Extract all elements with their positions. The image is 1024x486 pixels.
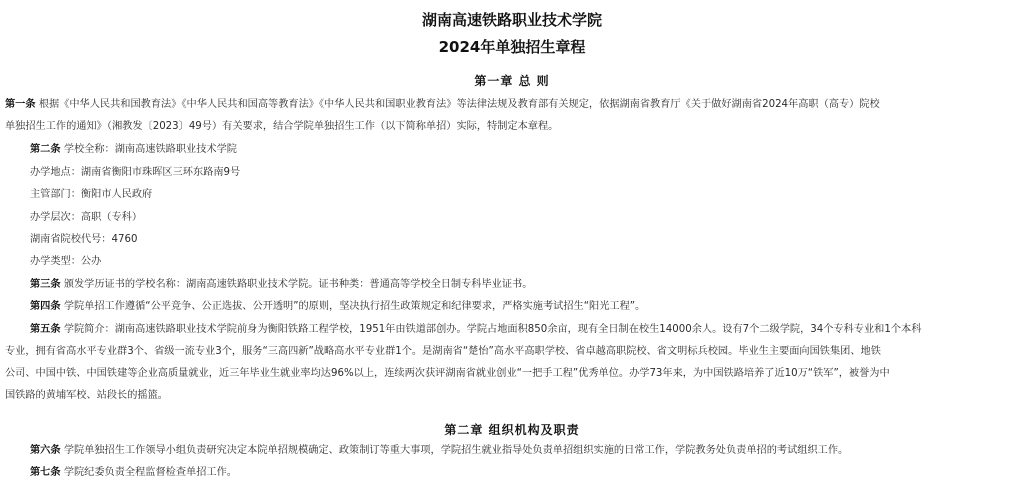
article-5-cont-1: 专业，拥有省高水平专业群3个、省级一流专业3个，服务“三高四新”战略高水平专业群1个。是湖南省“楚怡”高水平高职学校、省卓越高职院校、省文明标兵校园。毕业生主要面向国铁集团、地铁 — [5, 346, 881, 357]
article-1 — [5, 95, 1020, 115]
article-5-cont-2: 公司、中国中铁、中国铁建等企业高质量就业，近三年毕业生就业率均达96%以上，连续两次获评湖南省就业创业“一把手工程”优秀单位。办学73年来，为中国铁路培养了近10万“铁军”，被誉为中 — [5, 368, 890, 379]
article-1-text: 根据《中华人民共和国教育法》《中华人民共和国高等教育法》《中华人民共和国职业教育法》等法律法规及教育部有关规定，依据湖南省教育厅《关于做好湖南省2024年高职（高专）院校 — [38, 99, 880, 110]
article-2-label: 第二条 — [30, 144, 61, 155]
article-5-cont-3: 国铁路的黄埔军校、站段长的摇篮。 — [5, 390, 168, 401]
article-3-label: 第三条 — [30, 279, 61, 290]
article-5-label: 第五条 — [30, 324, 61, 335]
article-7-label: 第七条 — [30, 467, 61, 478]
article-5 — [30, 320, 1020, 340]
school-type: 办学类型：公办 — [30, 256, 102, 267]
article-1-cont: 单独招生工作的通知》（湘教发〔2023〕49号）有关要求，结合学院单独招生工作（以下简称单招）实际，特制定本章程。 — [5, 121, 559, 132]
article-5-text: 学院简介：湖南高速铁路职业技术学院前身为衡阳铁路工程学校，1951年由铁道部创办。学院占地面积850余亩，现有全日制在校生14000余人。设有7个二级学院，34个专科专业和1个本科 — [63, 324, 922, 335]
chapter-1-heading: 第一章 总 则 — [474, 74, 550, 88]
chapter-2-heading: 第二章 组织机构及职责 — [444, 423, 580, 437]
article-6-label: 第六条 — [30, 445, 61, 456]
article-4-text: 学院单招工作遵循“公平竞争、公正选拔、公开透明”的原则，坚决执行招生政策规定和纪律要求，严格实施考试招生“阳光工程”。 — [63, 301, 646, 312]
article-6-text: 学院单独招生工作领导小组负责研究决定本院单招规模确定、政策制订等重大事项，学院招生就业指导处负责单招组织实施的日常工作，学院教务处负责单招的考试组织工作。 — [63, 445, 849, 456]
article-4-label: 第四条 — [30, 301, 61, 312]
document-title: 湖南高速铁路职业技术学院 — [421, 11, 602, 29]
school-level: 办学层次：高职（专科） — [30, 212, 143, 223]
school-address: 办学地点：湖南省衡阳市珠晖区三环东路南9号 — [30, 167, 241, 178]
article-3-text: 颁发学历证书的学校名称：湖南高速铁路职业技术学院。证书种类：普通高等学校全日制专科毕业证书。 — [63, 279, 533, 290]
article-4 — [30, 297, 1020, 317]
article-6 — [30, 441, 1020, 461]
article-1-label: 第一条 — [5, 99, 36, 110]
article-7-text: 学院纪委负责全程监督检查单招工作。 — [63, 467, 237, 478]
school-department: 主管部门：衡阳市人民政府 — [30, 189, 153, 200]
article-3 — [30, 275, 1020, 295]
document-subtitle: 2024年单独招生章程 — [438, 38, 586, 56]
article-2 — [30, 140, 1020, 160]
article-2-text: 学校全称：湖南高速铁路职业技术学院 — [63, 144, 237, 155]
school-code: 湖南省院校代号：4760 — [30, 234, 138, 245]
article-7 — [30, 463, 1020, 483]
